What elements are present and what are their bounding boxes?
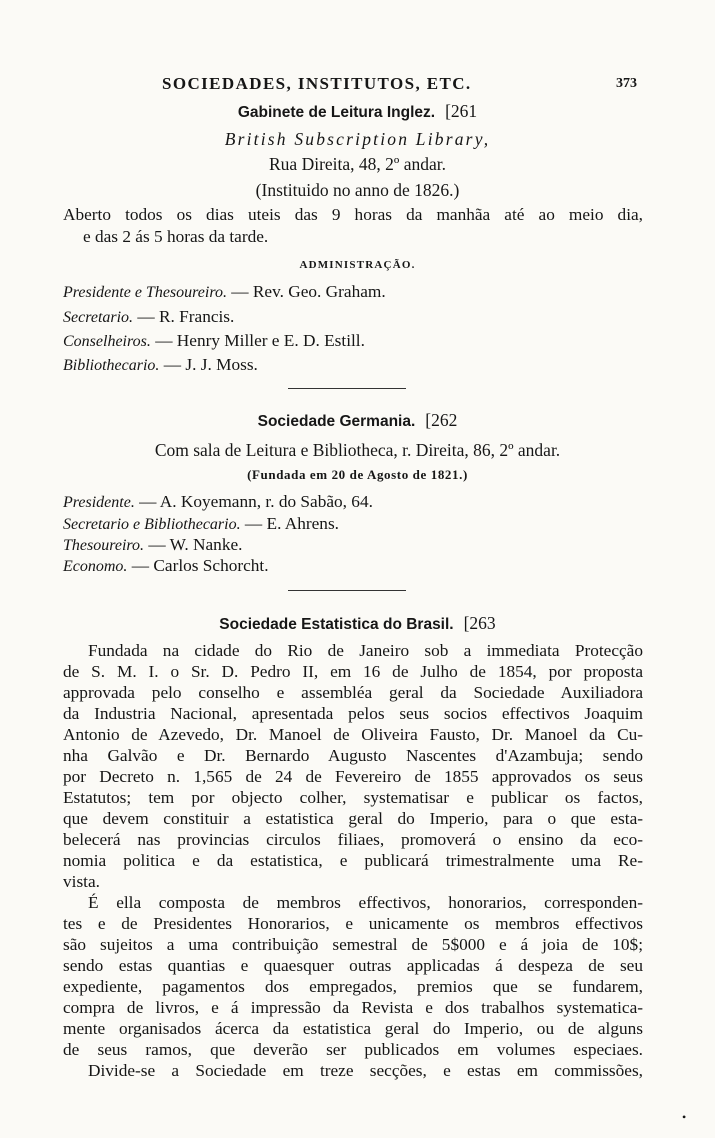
s263-text-line: approvada pelo conselho e assembléa geral da Sociedade Auxiliadora <box>63 683 643 702</box>
officer-name: — Henry Miller e E. D. Estill. <box>155 331 365 350</box>
s262-heading <box>0 410 715 431</box>
s261-officer-row <box>63 331 365 351</box>
s263-text-line: de seus ramos, que deverão ser publicados em volumes especiaes. <box>63 1040 643 1059</box>
officer-name: — Rev. Geo. Graham. <box>231 282 386 301</box>
running-head <box>0 74 715 96</box>
s261-admin-heading: ADMINISTRAÇÃO. <box>299 259 416 271</box>
officer-role: Secretario. <box>63 309 134 326</box>
s263-text-line: que devem constituir a estatistica geral do Imperio, para o que esta- <box>63 809 643 828</box>
s262-officer-row <box>63 535 242 555</box>
s262-info: Com sala de Leitura e Bibliotheca, r. Direita, 86, 2º andar. <box>154 440 561 460</box>
officer-role: Presidente e Thesoureiro. <box>63 284 227 301</box>
s263-text-line: nomia politica e da estatistica, e publicará trimestralmente uma Re- <box>63 851 643 870</box>
page-number: 373 <box>616 76 637 91</box>
s263-name: Sociedade Estatistica do Brasil. <box>219 616 454 633</box>
s263-text-line: Estatutos; tem por objecto colher, systematisar e publicar os factos, <box>63 788 643 807</box>
s261-address: Rua Direita, 48, 2º andar. <box>269 154 446 174</box>
officer-name: — R. Francis. <box>137 307 235 326</box>
section-divider <box>288 590 406 591</box>
s263-text-line: expediente, pagamentos dos empregados, premios que se fundarem, <box>63 977 643 996</box>
s262-officer-row <box>63 492 373 512</box>
s263-text-line: Fundada na cidade do Rio de Janeiro sob a immediata Protecção <box>88 641 643 660</box>
s262-officer-row <box>63 556 269 576</box>
officer-role: Thesoureiro. <box>63 537 145 554</box>
s263-text-line: Divide-se a Sociedade em treze secções, e estas em commissões, <box>88 1061 643 1080</box>
s261-officer-row <box>63 355 258 375</box>
s263-text-line: da Industria Nacional, apresentada pelos seus socios effectivos Joaquim <box>63 704 643 723</box>
officer-role: Conselheiros. <box>63 333 151 350</box>
s261-officer-row <box>63 282 386 302</box>
officer-name: — E. Ahrens. <box>244 514 339 533</box>
s263-text-line: vista. <box>63 872 100 891</box>
s263-heading <box>0 613 715 634</box>
officer-name: — Carlos Schorcht. <box>131 556 269 575</box>
s261-hours-line-1: Aberto todos os dias uteis das 9 horas da manhãa até ao meio dia, <box>63 205 643 224</box>
s261-hours-line-2: e das 2 ás 5 horas da tarde. <box>83 227 269 246</box>
s263-text-line: Antonio de Azevedo, Dr. Manoel de Oliveira Fausto, Dr. Manoel da Cu- <box>63 725 643 744</box>
s261-heading <box>0 101 715 122</box>
s263-text-line: sendo estas quantias e quaesquer outras applicadas á despeza de seu <box>63 956 643 975</box>
s262-officer-row <box>63 514 339 534</box>
section-divider <box>288 388 406 389</box>
s263-text-line: É ella composta de membros effectivos, honorarios, corresponden- <box>88 893 643 912</box>
s262-number: [262 <box>425 410 458 430</box>
s263-text-line: mente organisados ácerca da estatistica geral do Imperio, ou de alguns <box>63 1019 643 1038</box>
officer-role: Secretario e Bibliothecario. <box>63 516 241 533</box>
printer-mark: • <box>682 1110 687 1124</box>
officer-name: — A. Koyemann, r. do Sabão, 64. <box>139 492 373 511</box>
s261-founded: (Instituido no anno de 1826.) <box>255 180 460 200</box>
officer-role: Economo. <box>63 558 128 575</box>
s263-text-line: tes e de Presidentes Honorarios, e unicamente os membros effectivos <box>63 914 643 933</box>
officer-role: Bibliothecario. <box>63 357 160 374</box>
s261-subtitle: British Subscription Library, <box>224 129 491 149</box>
s262-founded: (Fundada em 20 de Agosto de 1821.) <box>247 467 468 482</box>
s261-number: [261 <box>445 101 478 121</box>
s261-name: Gabinete de Leitura Inglez. <box>237 104 436 121</box>
s263-text-line: de S. M. I. o Sr. D. Pedro II, em 16 de Julho de 1854, por proposta <box>63 662 643 681</box>
s263-text-line: são sujeitos a uma contribuição semestral de 5$000 e á joia de 10$; <box>63 935 643 954</box>
officer-role: Presidente. <box>63 494 135 511</box>
officer-name: — W. Nanke. <box>148 535 243 554</box>
s263-text-line: compra de livros, e á impressão da Revista e dos trabalhos systematica- <box>63 998 643 1017</box>
s263-text-line: belecerá nas provincias circulos filiaes, promoverá o ensino da eco- <box>63 830 643 849</box>
s263-text-line: por Decreto n. 1,565 de 24 de Fevereiro de 1855 approvados os seus <box>63 767 643 786</box>
s263-number: [263 <box>463 613 496 633</box>
running-head-title: SOCIEDADES, INSTITUTOS, ETC. <box>162 74 472 93</box>
officer-name: — J. J. Moss. <box>163 355 258 374</box>
s262-name: Sociedade Germania. <box>257 413 416 430</box>
s263-text-line: nha Galvão e Dr. Bernardo Augusto Nascentes d'Azambuja; sendo <box>63 746 643 765</box>
s261-officer-row <box>63 307 234 327</box>
